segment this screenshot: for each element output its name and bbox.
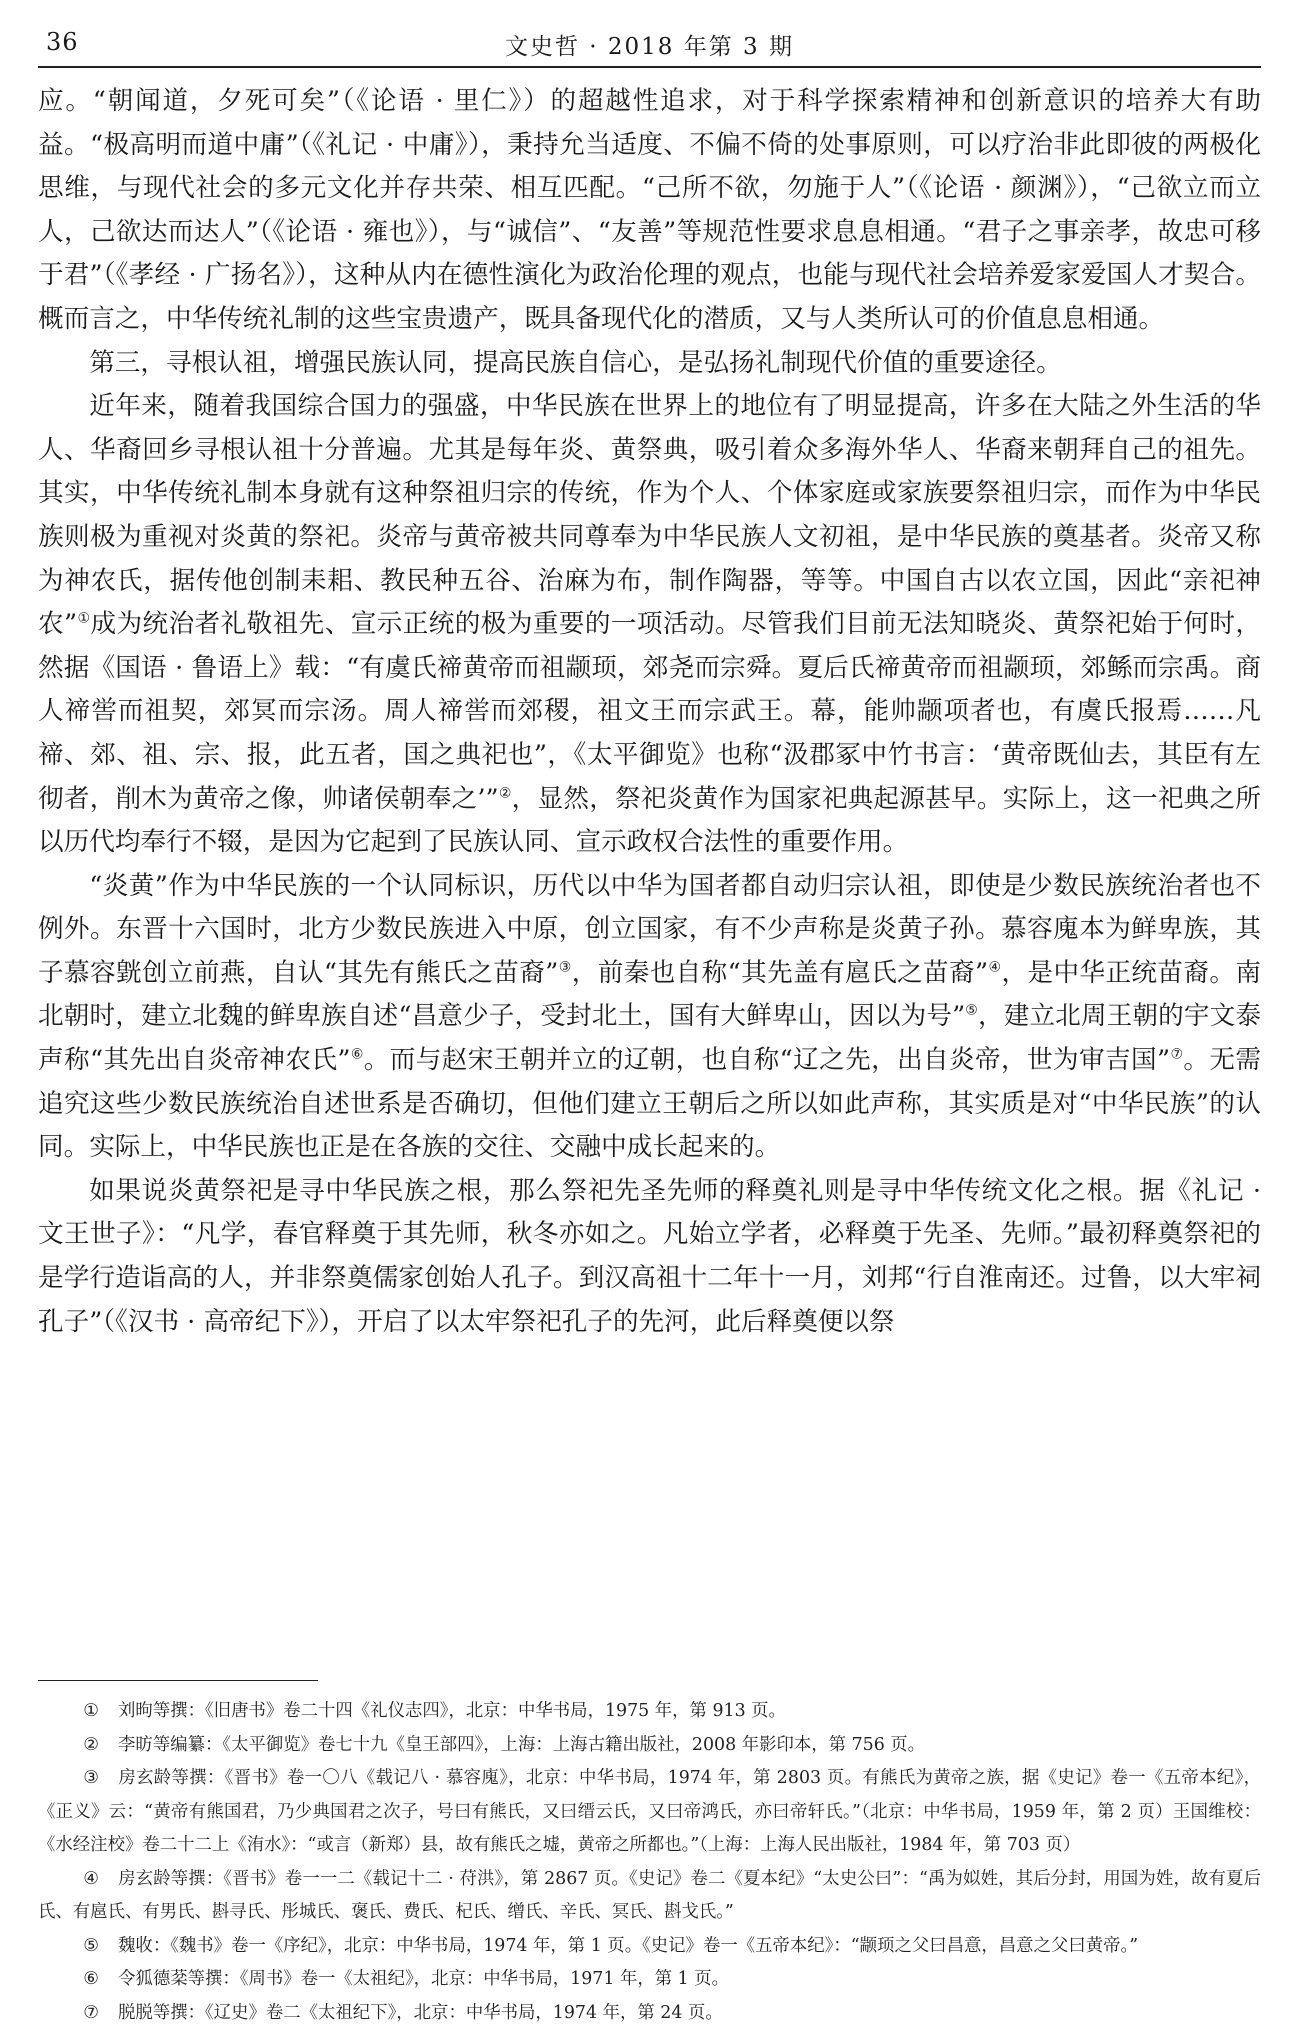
article-body xyxy=(38,80,1261,1344)
footnote-reference[interactable]: ⑥ xyxy=(350,1047,363,1063)
footnote-text: 令狐德棻等撰：《周书》卷一《太祖纪》，北京：中华书局，1971 年，第 1 页。 xyxy=(118,1969,729,1989)
paragraph-text: 。而与赵宋王朝并立的辽朝，也自称“辽之先，出自炎帝，世为审吉国” xyxy=(364,1045,1170,1075)
footnote-reference[interactable]: ④ xyxy=(988,959,1001,975)
paragraph-text: 。无需追究这些少数民族统治自述世系是否确切，但他们建立王朝后之所以如此声称，其实质是对“中华民族”的认同。实际上，中华民族也正是在各族的交往、交融中成长起来的。 xyxy=(38,1045,1261,1162)
footnote-item xyxy=(38,1963,1261,1997)
footnote-item xyxy=(38,1997,1261,2030)
paragraph-text: 应。“朝闻道，夕死可矣”（《论语 · 里仁》）的超越性追求，对于科学探索精神和创新意识的培养大有助益。“极高明而道中庸”（《礼记 · 中庸》），秉持允当适度、不偏不倚的处事原则，可以疗治非此即彼的两极化思维，与现代社会的多元文化并存共荣、相互匹配。“己所不欲，勿施于人”（《论语 · 颜渊》），“己欲立而立人，己欲达而达人”（《论语 · 雍也》），与“诚信”、“友善”等规范性要求息息相通。“君子之事亲孝，故忠可移于君”（《孝经 · 广扬名》），这种从内在德性演化为政治伦理的观点，也能与现代社会培养爱家爱国人才契合。概而言之，中华传统礼制的这些宝贵遗产，既具备现代化的潜质，又与人类所认可的价值息息相通。 xyxy=(38,86,1261,334)
paragraph-text: 近年来，随着我国综合国力的强盛，中华民族在世界上的地位有了明显提高，许多在大陆之外生活的华人、华裔回乡寻根认祖十分普遍。尤其是每年炎、黄祭典，吸引着众多海外华人、华裔来朝拜自己的祖先。其实，中华传统礼制本身就有这种祭祖归宗的传统，作为个人、个体家庭或家族要祭祖归宗，而作为中华民族则极为重视对炎黄的祭祀。炎帝与黄帝被共同尊奉为中华民族人文初祖，是中华民族的奠基者。炎帝又称为神农氏，据传他创制耒耜、教民种五谷、治麻为布，制作陶器，等等。中国自古以农立国，因此“亲祀神农” xyxy=(38,391,1261,639)
footnote-number: ⑥ xyxy=(83,1963,118,1997)
footnote-item xyxy=(38,1930,1261,1964)
body-paragraph xyxy=(38,865,1261,1170)
footnote-reference[interactable]: ⑤ xyxy=(965,1003,978,1019)
footnote-item xyxy=(38,1762,1261,1863)
footnotes xyxy=(38,1695,1261,2030)
footnote-item xyxy=(38,1695,1261,1729)
footnote-number: ③ xyxy=(83,1762,118,1796)
footnote-number: ② xyxy=(83,1729,118,1763)
journal-title: 文史哲 · 2018 年第 3 期 xyxy=(38,28,1261,61)
footnote-reference[interactable]: ① xyxy=(77,611,90,627)
footnote-number: ⑤ xyxy=(83,1930,118,1964)
body-paragraph xyxy=(38,1170,1261,1344)
footnote-reference[interactable]: ② xyxy=(499,785,512,801)
footnote-number: ④ xyxy=(83,1863,118,1897)
footnote-number: ⑦ xyxy=(83,1997,118,2030)
paragraph-text: 如果说炎黄祭祀是寻中华民族之根，那么祭祀先圣先师的释奠礼则是寻中华传统文化之根。据《礼记 · 文王世子》：“凡学，春官释奠于其先师，秋冬亦如之。凡始立学者，必释奠于先圣、先师。”最初释奠祭祀的是学行造诣高的人，并非祭奠儒家创始人孔子。到汉高祖十二年十一月，刘邦“行自淮南还。过鲁，以大牢祠孔子”（《汉书 · 高帝纪下》），开启了以太牢祭祀孔子的先河，此后释奠便以祭 xyxy=(38,1176,1261,1337)
footnote-text: 李昉等编纂：《太平御览》卷七十九《皇王部四》，上海：上海古籍出版社，2008 年影印本，第 756 页。 xyxy=(118,1735,925,1755)
page-number: 36 xyxy=(46,28,79,56)
footnote-text: 房玄龄等撰：《晋书》卷一〇八《载记八 · 慕容廆》，北京：中华书局，1974 年，第 2803 页。有熊氏为黄帝之族，据《史记》卷一《五帝本纪》，《正义》云：“黄帝有熊国君，乃少典国君之次子，号曰有熊氏，又曰缙云氏，又曰帝鸿氏，亦曰帝轩氏。”（北京：中华书局，1959 年，第 2 页）王国维校：《水经注校》卷二十二上《洧水》：“或言（新郑）县，故有熊氏之墟，黄帝之所都也。”（上海：上海人民出版社，1984 年，第 703 页） xyxy=(38,1768,1261,1855)
footnote-item xyxy=(38,1729,1261,1763)
footnote-reference[interactable]: ⑦ xyxy=(1170,1047,1183,1063)
body-paragraph xyxy=(38,342,1261,386)
paragraph-text: ，显然，祭祀炎黄作为国家祀典起源甚早。实际上，这一祀典之所以历代均奉行不辍，是因为它起到了民族认同、宣示政权合法性的重要作用。 xyxy=(38,784,1261,858)
paragraph-text: ，建立北周王朝的宇文泰声称“其先出自炎帝神农氏” xyxy=(38,1001,1261,1075)
footnote-text: 脱脱等撰：《辽史》卷二《太祖纪下》，北京：中华书局，1974 年，第 24 页。 xyxy=(118,2003,723,2023)
body-paragraph xyxy=(38,385,1261,865)
footnote-separator xyxy=(38,1680,318,1681)
footnote-text: 魏收：《魏书》卷一《序纪》，北京：中华书局，1974 年，第 1 页。《史记》卷一《五帝本纪》：“颛顼之父曰昌意，昌意之父曰黄帝。” xyxy=(118,1936,1138,1956)
paragraph-text: “炎黄”作为中华民族的一个认同标识，历代以中华为国者都自动归宗认祖，即使是少数民族统治者也不例外。东晋十六国时，北方少数民族进入中原，创立国家，有不少声称是炎黄子孙。慕容廆本为鲜卑族，其子慕容皝创立前燕，自认“其先有熊氏之苗裔” xyxy=(38,871,1261,988)
paragraph-text: 成为统治者礼敬祖先、宣示正统的极为重要的一项活动。尽管我们目前无法知晓炎、黄祭祀始于何时，然据《国语 · 鲁语上》载：“有虞氏禘黄帝而祖颛顼，郊尧而宗舜。夏后氏禘黄帝而祖颛顼，郊鲧而宗禹。商人禘喾而祖契，郊冥而宗汤。周人禘喾而郊稷，祖文王而宗武王。幕，能帅颛项者也，有虞氏报焉……凡禘、郊、祖、宗、报，此五者，国之典祀也”，《太平御览》也称“汲郡冢中竹书言：‘黄帝既仙去，其臣有左彻者，削木为黄帝之像，帅诸侯朝奉之’” xyxy=(38,609,1261,813)
footnote-text: 房玄龄等撰：《晋书》卷一一二《载记十二 · 苻洪》，第 2867 页。《史记》卷二《夏本纪》“太史公曰”：“禹为姒姓，其后分封，用国为姓，故有夏后氏、有扈氏、有男氏、斟寻氏、彤城氏、褒氏、费氏、杞氏、缯氏、辛氏、冥氏、斟戈氏。” xyxy=(38,1869,1261,1923)
paragraph-text: ，是中华正统苗裔。南北朝时，建立北魏的鲜卑族自述“昌意少子，受封北土，国有大鲜卑山，因以为号” xyxy=(38,958,1261,1032)
paragraph-text: 第三，寻根认祖，增强民族认同，提高民族自信心，是弘扬礼制现代价值的重要途径。 xyxy=(89,348,1062,378)
running-header xyxy=(38,18,1261,68)
footnote-reference[interactable]: ③ xyxy=(558,959,571,975)
footnote-text: 刘昫等撰：《旧唐书》卷二十四《礼仪志四》，北京：中华书局，1975 年，第 913 页。 xyxy=(118,1701,786,1721)
footnote-item xyxy=(38,1863,1261,1930)
footnote-number: ① xyxy=(83,1695,118,1729)
paragraph-text: ，前秦也自称“其先盖有扈氏之苗裔” xyxy=(572,958,988,988)
body-paragraph xyxy=(38,80,1261,342)
